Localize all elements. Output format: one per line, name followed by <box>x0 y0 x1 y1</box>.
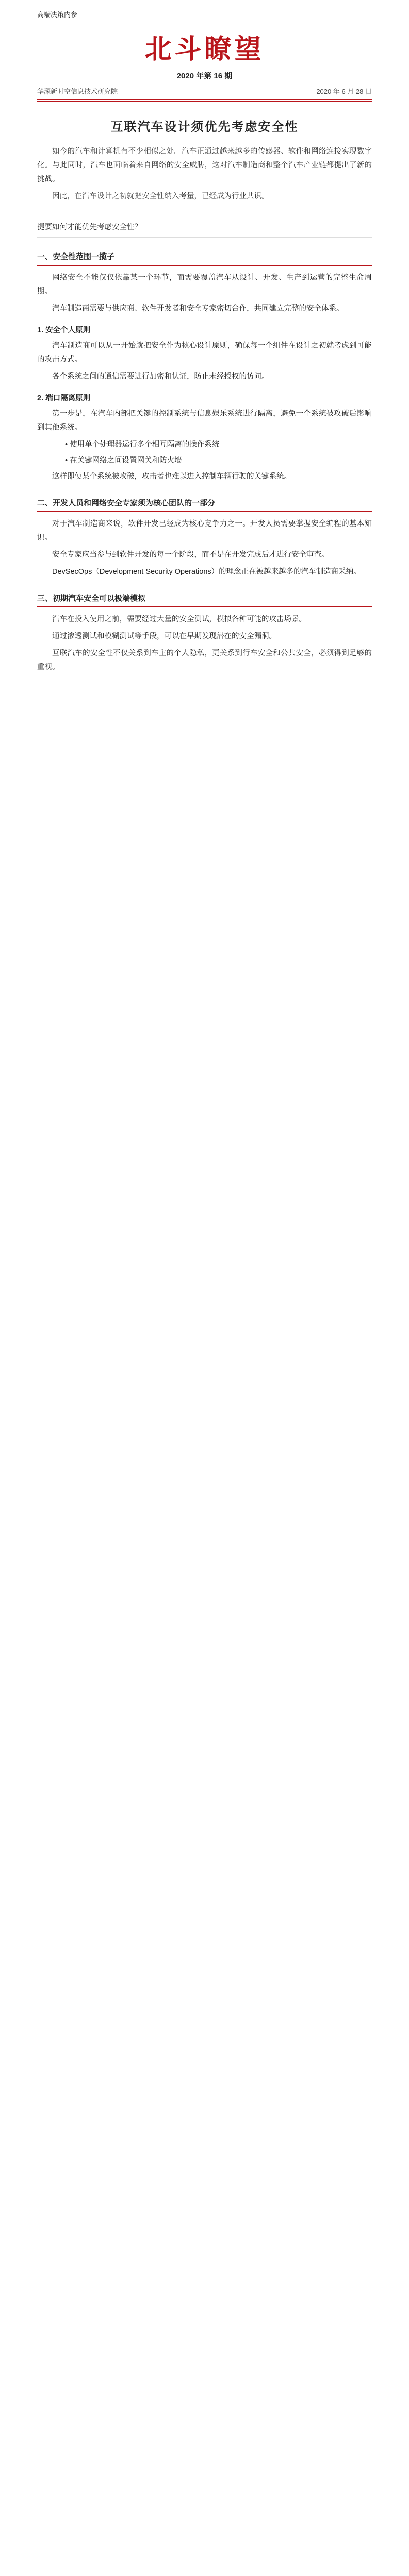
publisher: 华深新时空信息技术研究院 <box>37 88 118 95</box>
lead-paragraph: 因此，在汽车设计之初就把安全性纳入考量，已经成为行业共识。 <box>52 192 269 200</box>
paragraph: 通过渗透测试和模糊测试等手段，可以在早期发现潜在的安全漏洞。 <box>52 632 276 640</box>
section-heading: 三、初期汽车安全可以极端模拟 <box>37 592 372 607</box>
article-title: 互联汽车设计须优先考虑安全性 <box>110 120 299 134</box>
top-meta: 高端决策内参 <box>37 11 78 19</box>
paragraph: DevSecOps（Development Security Operations）的理念正在被越来越多的汽车制造商采纳。 <box>52 568 361 576</box>
masthead-meta <box>37 86 372 100</box>
page-bottom-space <box>37 677 372 708</box>
section-heading: 二、开发人员和网络安全专家须为核心团队的一部分 <box>37 497 372 512</box>
issue-number: 2020 年第 16 期 <box>176 72 233 80</box>
paragraph: 对于汽车制造商来说，软件开发已经成为核心竞争力之一。开发人员需要掌握安全编程的基本知识。 <box>37 520 372 542</box>
masthead-divider <box>37 101 372 102</box>
subsection-heading: 1. 安全个人原则 <box>37 326 91 334</box>
lead-paragraph: 如今的汽车和计算机有不少相似之处。汽车正通过越来越多的传感器、软件和网络连接实现数字化。与此同时，汽车也面临着来自网络的安全威胁，这对汽车制造商和整个汽车产业链都提出了新的挑战。 <box>37 147 372 183</box>
paragraph: 汽车在投入使用之前，需要经过大量的安全测试，模拟各种可能的攻击场景。 <box>52 615 306 623</box>
brand-logo: 北斗瞭望 <box>144 33 265 65</box>
subsection-heading: 2. 端口隔离原则 <box>37 394 91 402</box>
publish-date: 2020 年 6 月 28 日 <box>316 88 372 95</box>
paragraph: 互联汽车的安全性不仅关系到车主的个人隐私，更关系到行车安全和公共安全，必须得到足够的重视。 <box>37 649 372 671</box>
section-heading: 一、安全性范围一揽子 <box>37 251 372 266</box>
paragraph: 第一步是，在汽车内部把关键的控制系统与信息娱乐系统进行隔离，避免一个系统被攻破后影响到其他系统。 <box>37 410 372 432</box>
paragraph: 网络安全不能仅仅依靠某一个环节，而需要覆盖汽车从设计、开发、生产到运营的完整生命周期。 <box>37 274 372 296</box>
list-item: • 在关键网络之间设置网关和防火墙 <box>65 454 372 468</box>
paragraph: 各个系统之间的通信需要进行加密和认证，防止未经授权的访问。 <box>52 372 269 381</box>
paragraph: 这样即使某个系统被攻破，攻击者也难以进入控制车辆行驶的关键系统。 <box>52 472 291 481</box>
list-item: • 使用单个处理器运行多个相互隔离的操作系统 <box>65 438 372 452</box>
paragraph: 安全专家应当参与到软件开发的每一个阶段，而不是在开发完成后才进行安全审查。 <box>52 551 329 559</box>
paragraph: 汽车制造商需要与供应商、软件开发者和安全专家密切合作，共同建立完整的安全体系。 <box>52 304 344 313</box>
paragraph: 汽车制造商可以从一开始就把安全作为核心设计原则，确保每一个组件在设计之初就考虑到可能的攻击方式。 <box>37 342 372 364</box>
summary-line: 提要如何才能优先考虑安全性？ <box>37 216 372 238</box>
